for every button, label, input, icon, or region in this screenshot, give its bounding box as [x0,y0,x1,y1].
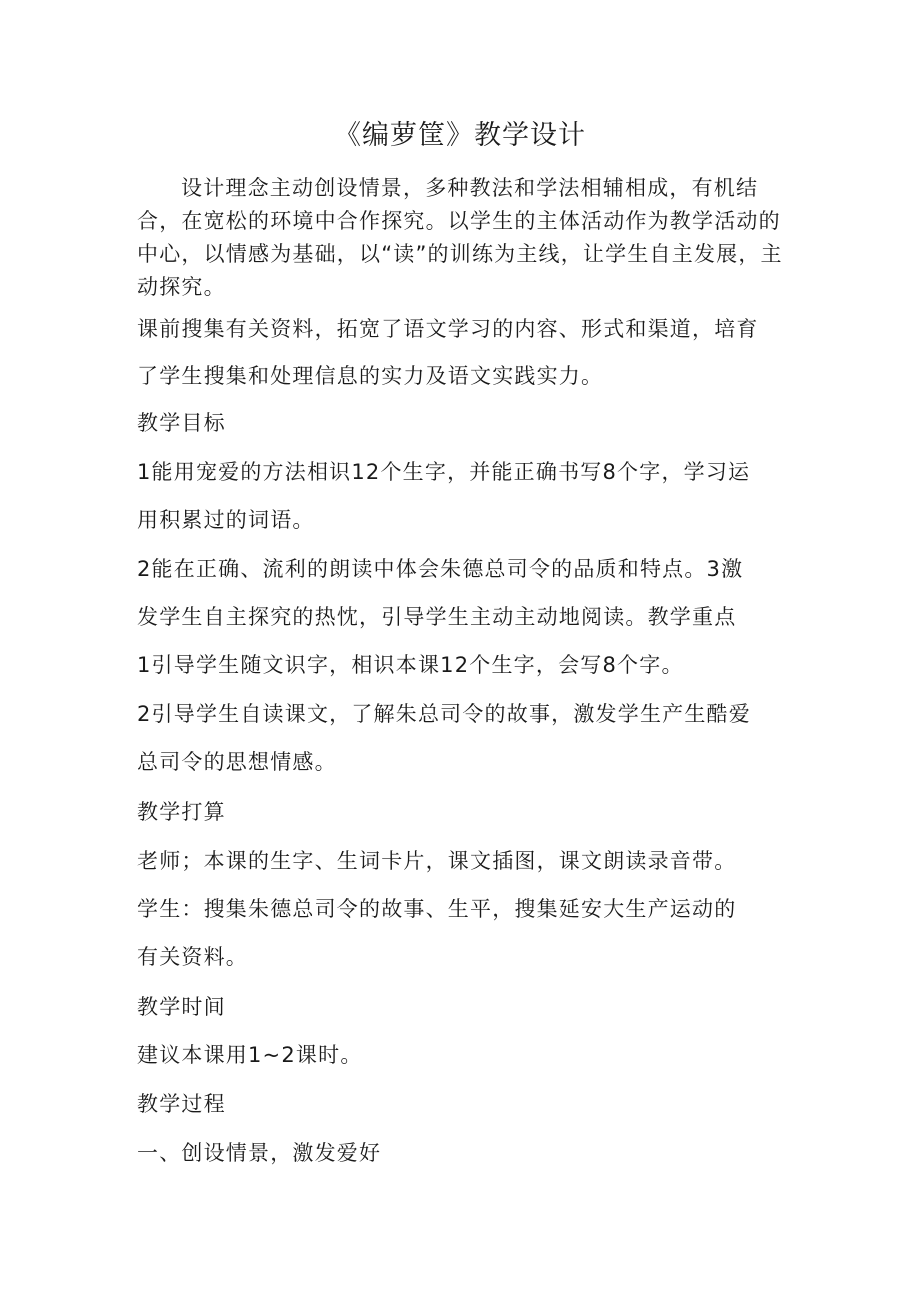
text-line: 用积累过的词语。 [137,508,315,532]
text-line: 2能在正确、流利的朗读中体会朱德总司令的品质和特点。3激 [137,557,744,581]
text-line: 课前搜集有关资料，拓宽了语文学习的内容、形式和渠道，培育 [137,317,759,341]
design-concept-paragraph: 设计理念主动创设情景，多种教法和学法相辅相成，有机结合，在宽松的环境中合作探究。以学生的主体活动作为教学活动的中心，以情感为基础，以“读”的训练为主线，让学生自主发展，主动探究。 [137,176,783,299]
document-title: 《编萝筐》教学设计 [334,120,586,151]
text-line: 一、创设情景，激发爱好 [137,1141,382,1165]
text-line: 老师；本课的生字、生词卡片，课文插图，课文朗读录音带。 [137,849,737,873]
text-line: 总司令的思想情感。 [137,750,337,774]
text-line: 有关资料。 [137,945,248,969]
text-line: 1能用宠爱的方法相识12个生字，并能正确书写8个字，学习运 [137,460,751,484]
section-heading: 教学过程 [137,1092,226,1116]
text-line: 2引导学生自读课文，了解朱总司令的故事，激发学生产生酷爱 [137,702,751,726]
text-line: 发学生自主探究的热忱，引导学生主动主动地阅读。教学重点 [137,605,737,629]
section-heading: 教学目标 [137,411,226,435]
text-line: 学生：搜集朱德总司令的故事、生平，搜集延安大生产运动的 [137,897,737,921]
text-line: 建议本课用1~2课时。 [137,1043,363,1067]
section-heading: 教学打算 [137,800,226,824]
section-heading: 教学时间 [137,995,226,1019]
text-line: 了学生搜集和处理信息的实力及语文实践实力。 [137,364,604,388]
text-line: 1引导学生随文识字，相识本课12个生字，会写8个字。 [137,653,684,677]
